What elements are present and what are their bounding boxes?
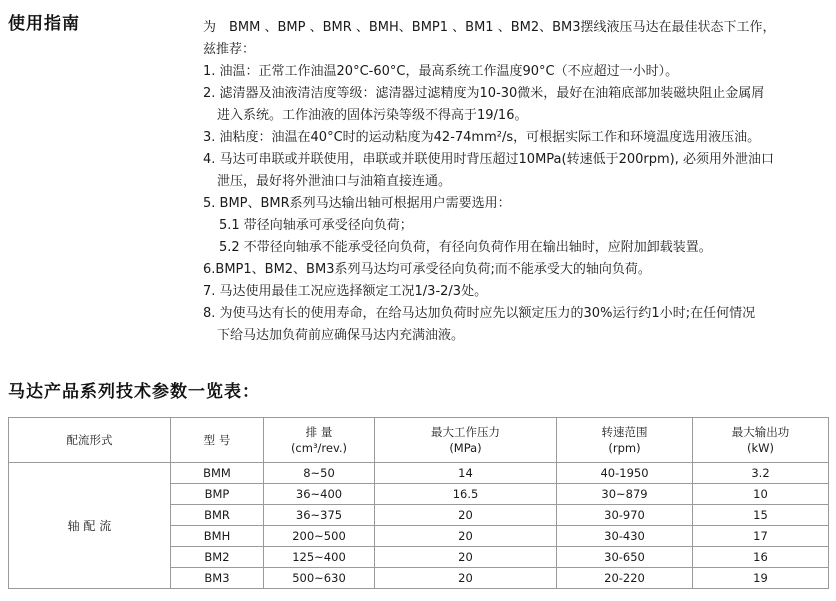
cell-displacement: 200~500 <box>264 526 375 547</box>
header-max-power <box>693 418 829 463</box>
cell-displacement: 36~375 <box>264 505 375 526</box>
cell-displacement: 500~630 <box>264 568 375 589</box>
cell-model: BM3 <box>171 568 264 589</box>
cell-displacement: 125~400 <box>264 547 375 568</box>
guide-line: 兹推荐： <box>203 42 256 57</box>
header-model: 型 号 <box>171 418 264 463</box>
spec-table <box>8 417 829 589</box>
cell-model: BMR <box>171 505 264 526</box>
cell-speed: 30-650 <box>557 547 693 568</box>
header-max-pressure <box>375 418 557 463</box>
cell-speed: 30~879 <box>557 484 693 505</box>
cell-speed: 30-970 <box>557 505 693 526</box>
cell-displacement: 8~50 <box>264 463 375 484</box>
cell-model: BMH <box>171 526 264 547</box>
header-flow-type: 配流形式 <box>9 418 171 463</box>
cell-model: BMP <box>171 484 264 505</box>
header-displacement <box>264 418 375 463</box>
guide-line: 下给马达加负荷前应确保马达内充满油液。 <box>217 328 465 343</box>
cell-speed: 30-430 <box>557 526 693 547</box>
header-max-power-label: 最大输出功 <box>731 425 790 439</box>
guide-line: 泄压，最好将外泄油口与油箱直接连通。 <box>217 174 452 189</box>
header-displacement-unit: (cm³/rev.) <box>290 441 348 455</box>
guide-line: 5.2 不带径向轴承不能承受径向负荷，有径向负荷作用在输出轴时，应附加卸载装置。 <box>219 240 712 255</box>
group-label-cell: 轴 配 流 <box>9 463 171 589</box>
guide-line: 6.BMP1、BM2、BM3系列马达均可承受径向负荷;而不能承受大的轴向负荷。 <box>203 262 651 277</box>
guide-line: 5. BMP、BMR系列马达输出轴可根据用户需要选用： <box>203 196 511 211</box>
cell-power: 10 <box>693 484 829 505</box>
table-row <box>9 463 829 484</box>
cell-pressure: 20 <box>375 526 557 547</box>
cell-pressure: 16.5 <box>375 484 557 505</box>
cell-pressure: 20 <box>375 568 557 589</box>
cell-pressure: 14 <box>375 463 557 484</box>
spec-table-title: 马达产品系列技术参数一览表： <box>8 382 260 402</box>
header-displacement-label: 排 量 <box>305 425 333 439</box>
guide-line: 5.1 带径向轴承可承受径向负荷； <box>219 218 413 233</box>
header-max-power-unit: (kW) <box>746 441 774 455</box>
guide-line: 进入系统。工作油液的固体污染等级不得高于19/16。 <box>217 108 528 123</box>
table-header-row <box>9 418 829 463</box>
cell-model: BM2 <box>171 547 264 568</box>
cell-power: 15 <box>693 505 829 526</box>
guide-line: 为 BMM 、BMP 、BMR 、BMH、BMP1 、BM1 、BM2、BM3摆线液压马达在最佳状态下工作， <box>203 20 776 35</box>
cell-pressure: 20 <box>375 547 557 568</box>
cell-speed: 20-220 <box>557 568 693 589</box>
guide-title: 使用指南 <box>8 14 80 34</box>
cell-power: 16 <box>693 547 829 568</box>
guide-text <box>203 17 813 347</box>
cell-displacement: 36~400 <box>264 484 375 505</box>
guide-line: 7. 马达使用最佳工况应选择额定工况1/3-2/3处。 <box>203 284 488 299</box>
guide-line: 1. 油温：正常工作油温20°C-60°C，最高系统工作温度90°C（不应超过一小时）。 <box>203 64 679 79</box>
header-speed-range <box>557 418 693 463</box>
header-max-pressure-label: 最大工作压力 <box>431 425 500 439</box>
cell-power: 17 <box>693 526 829 547</box>
cell-model: BMM <box>171 463 264 484</box>
cell-power: 19 <box>693 568 829 589</box>
header-max-pressure-unit: (MPa) <box>449 441 482 455</box>
cell-speed: 40-1950 <box>557 463 693 484</box>
guide-line: 2. 滤清器及油液清洁度等级：滤清器过滤精度为10-30微米，最好在油箱底部加装磁块阻止金属屑 <box>203 86 765 101</box>
guide-line: 8. 为使马达有长的使用寿命，在给马达加负荷时应先以额定压力的30%运行约1小时;在任何情况 <box>203 306 756 321</box>
guide-line: 3. 油粘度：油温在40°C时的运动粘度为42-74mm²/s，可根据实际工作和环境温度选用液压油。 <box>203 130 761 145</box>
guide-line: 4. 马达可串联或并联使用，串联或并联使用时背压超过10MPa(转速低于200rpm), 必须用外泄油口 <box>203 152 774 167</box>
cell-pressure: 20 <box>375 505 557 526</box>
header-speed-range-unit: (rpm) <box>608 441 641 455</box>
cell-power: 3.2 <box>693 463 829 484</box>
header-speed-range-label: 转速范围 <box>601 425 648 439</box>
